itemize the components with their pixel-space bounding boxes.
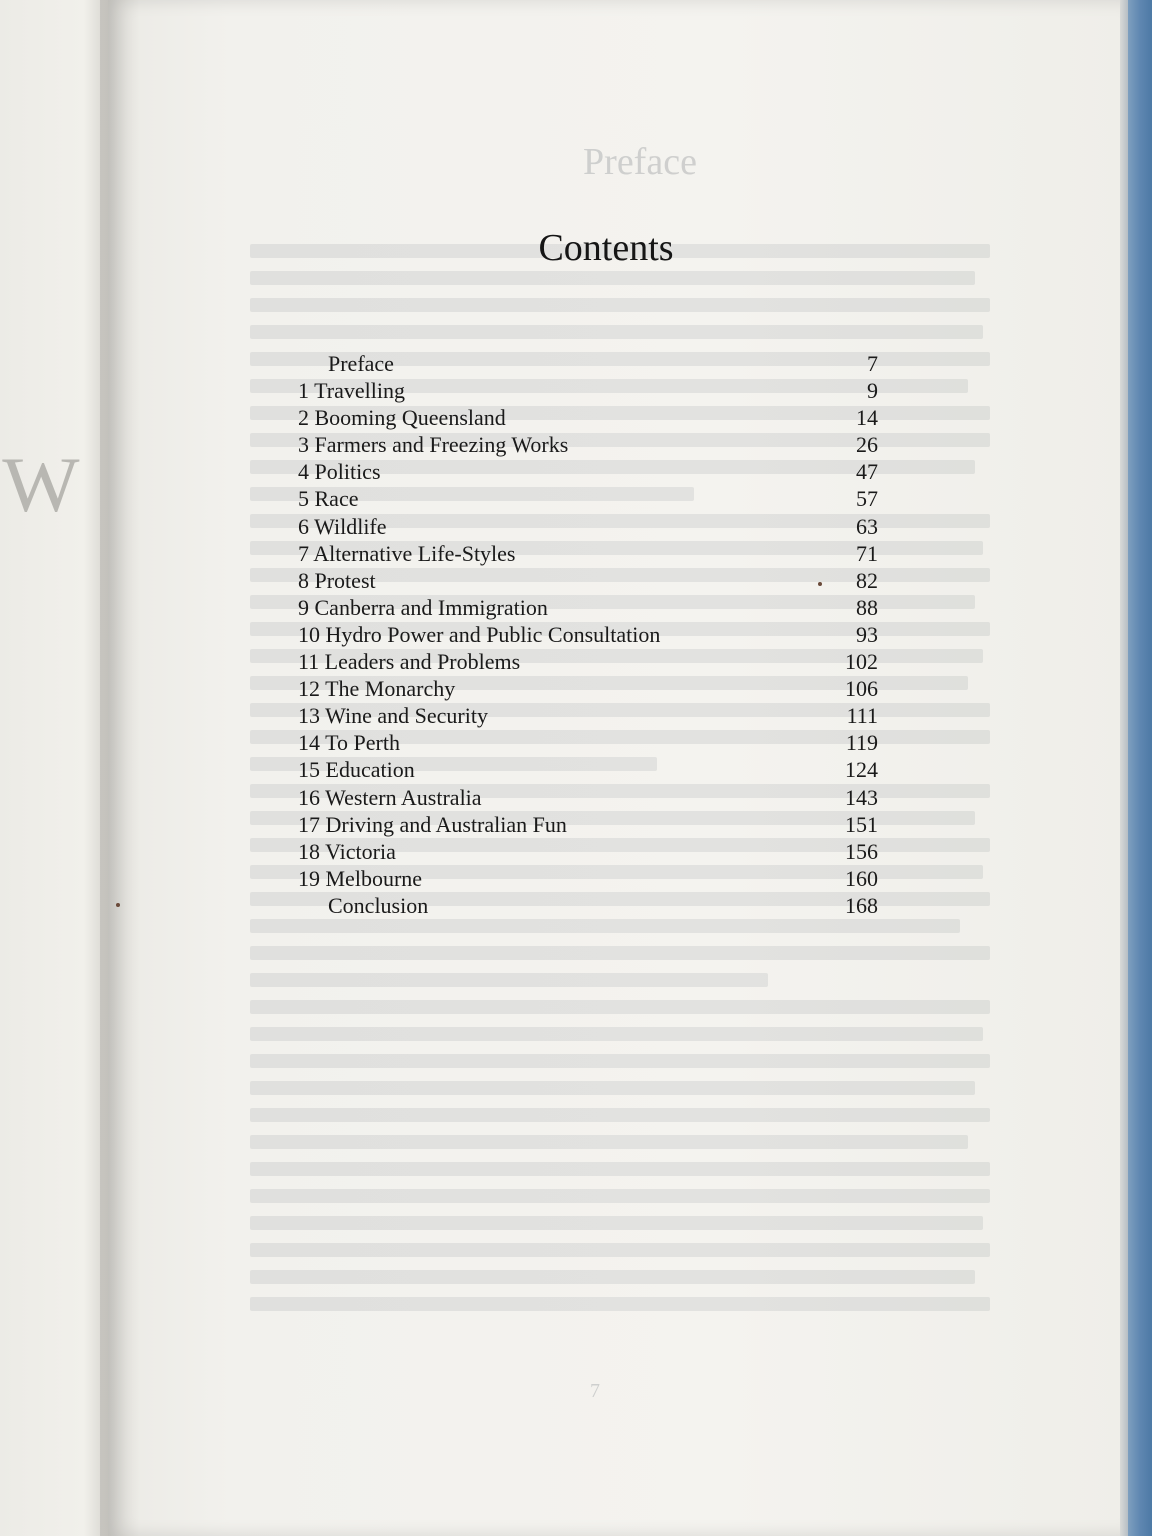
show-through-text-line <box>250 1081 975 1095</box>
show-through-text-line <box>250 1108 990 1122</box>
toc-entry <box>298 485 888 512</box>
toc-entry <box>298 621 888 648</box>
toc-entry <box>298 865 888 892</box>
toc-entry-title: 13 Wine and Security <box>298 703 488 729</box>
toc-entry <box>298 892 888 919</box>
show-through-text-line <box>250 973 768 987</box>
toc-entry-page-number: 9 <box>867 378 878 404</box>
toc-entry <box>298 756 888 783</box>
toc-entry-title: 14 To Perth <box>298 730 400 756</box>
toc-entry <box>298 540 888 567</box>
toc-entry-page-number: 26 <box>856 432 878 458</box>
toc-entry-title: Preface <box>328 351 394 376</box>
toc-entry-page-number: 143 <box>845 784 878 810</box>
toc-entry-page-number: 57 <box>856 486 878 512</box>
toc-entry-page-number: 106 <box>845 676 878 702</box>
show-through-text-line <box>250 1216 983 1230</box>
toc-entry <box>298 567 888 594</box>
show-through-text-line <box>250 325 983 339</box>
show-through-text-line <box>250 919 960 933</box>
toc-entry-page-number: 71 <box>856 540 878 566</box>
toc-entry <box>298 404 888 431</box>
show-through-text-line <box>250 1027 983 1041</box>
toc-entry-page-number: 88 <box>856 594 878 620</box>
toc-entry-page-number: 124 <box>845 757 878 783</box>
toc-entry <box>298 675 888 702</box>
toc-entry-title: 11 Leaders and Problems <box>298 649 521 675</box>
show-through-text-line <box>250 1297 990 1311</box>
toc-entry <box>298 729 888 756</box>
show-through-text-line <box>250 298 990 312</box>
toc-entry-title: 19 Melbourne <box>298 865 423 891</box>
toc-entry-title: 10 Hydro Power and Public Consultation <box>298 621 661 647</box>
toc-entry-title: 6 Wildlife <box>298 513 387 539</box>
toc-entry-page-number: 93 <box>856 621 878 647</box>
show-through-text-line <box>250 1162 990 1176</box>
toc-entry-title: 18 Victoria <box>298 838 396 864</box>
toc-entry-page-number: 168 <box>845 892 878 918</box>
toc-entry <box>298 458 888 485</box>
toc-entry-page-number: 156 <box>845 838 878 864</box>
toc-entry-page-number: 160 <box>845 865 878 891</box>
show-through-title: Preface <box>583 141 697 183</box>
paper-speck <box>818 582 822 586</box>
toc-entry <box>298 513 888 540</box>
paper-speck <box>116 903 120 907</box>
toc-entry-title: 9 Canberra and Immigration <box>298 594 548 620</box>
toc-entry-page-number: 47 <box>856 459 878 485</box>
toc-entry-title: 2 Booming Queensland <box>298 405 506 431</box>
show-through-text-line <box>250 1054 990 1068</box>
toc-entry-title: 3 Farmers and Freezing Works <box>298 432 569 458</box>
show-through-text-line <box>250 1189 990 1203</box>
toc-entry <box>298 784 888 811</box>
toc-entry-title: 16 Western Australia <box>298 784 482 810</box>
show-through-text-line <box>250 1000 990 1014</box>
toc-entry <box>298 811 888 838</box>
toc-entry <box>298 377 888 404</box>
toc-entry-title: 17 Driving and Australian Fun <box>298 811 567 837</box>
toc-entry-page-number: 7 <box>867 351 878 376</box>
show-through-text-line <box>250 1135 968 1149</box>
toc-entry-title: 15 Education <box>298 757 415 783</box>
toc-entry <box>298 350 888 377</box>
page-title: Contents <box>538 227 674 269</box>
toc-entry <box>298 838 888 865</box>
show-through-text-line <box>250 1270 975 1284</box>
toc-entry-title: Conclusion <box>328 892 429 918</box>
toc-entry <box>298 648 888 675</box>
show-through-text-line <box>250 1243 990 1257</box>
toc-entry-page-number: 82 <box>856 567 878 593</box>
show-through-page-number: 7 <box>590 1380 600 1402</box>
toc-entry-page-number: 151 <box>845 811 878 837</box>
toc-entry-page-number: 14 <box>856 405 878 431</box>
toc-entry <box>298 702 888 729</box>
toc-entry-title: 4 Politics <box>298 459 381 485</box>
toc-entry-page-number: 63 <box>856 513 878 539</box>
toc-entry <box>298 594 888 621</box>
toc-entry-title: 8 Protest <box>298 567 376 593</box>
show-through-text-line <box>250 271 975 285</box>
table-of-contents <box>298 350 888 919</box>
toc-entry-page-number: 102 <box>845 649 878 675</box>
toc-entry-page-number: 111 <box>846 703 878 729</box>
toc-entry <box>298 431 888 458</box>
toc-entry-page-number: 119 <box>845 730 878 756</box>
toc-entry-title: 5 Race <box>298 486 359 512</box>
left-page-letter: W <box>2 441 74 528</box>
toc-entry-title: 1 Travelling <box>298 378 405 404</box>
show-through-text-line <box>250 946 990 960</box>
toc-entry-title: 7 Alternative Life-Styles <box>298 540 516 566</box>
toc-entry-title: 12 The Monarchy <box>298 676 456 702</box>
